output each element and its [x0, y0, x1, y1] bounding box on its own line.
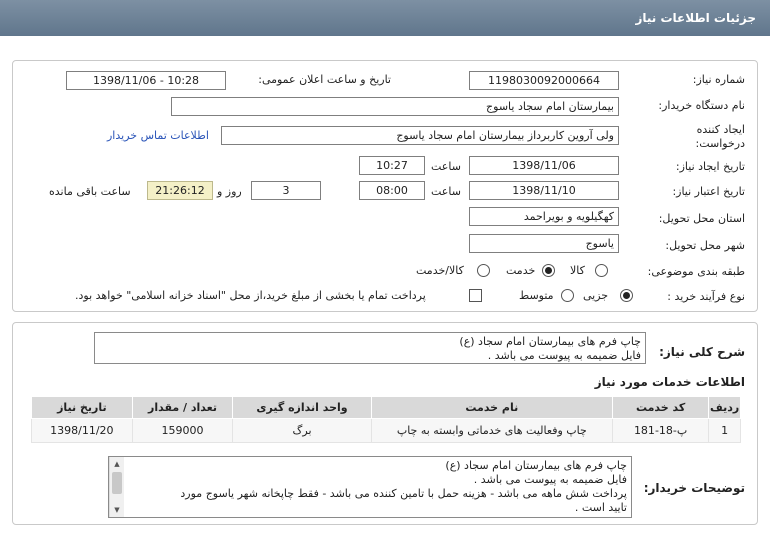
cell-quantity: 159000: [132, 419, 233, 443]
announce-datetime-label: تاریخ و ساعت اعلان عمومی:: [258, 73, 391, 86]
process-label: نوع فرآیند خرید :: [667, 290, 745, 303]
validity-time-field[interactable]: 08:00: [359, 181, 425, 200]
buyer-notes-line: چاپ فرم های بیمارستان امام سجاد (ع): [445, 459, 627, 472]
category-option-goods-service: کالا/خدمت: [416, 264, 464, 277]
summary-line: فایل ضمیمه به پیوست می باشد .: [487, 349, 641, 362]
need-details-panel: [12, 60, 758, 312]
need-number-label: شماره نیاز:: [692, 73, 745, 86]
buyer-notes-line: تایید است .: [574, 501, 627, 514]
page-title: جزئیات اطلاعات نیاز: [635, 11, 756, 25]
treasury-payment-checkbox[interactable]: [469, 289, 482, 302]
scroll-down-icon[interactable]: ▼: [114, 506, 120, 514]
process-radio-minor[interactable]: [620, 289, 633, 302]
col-unit: واحد اندازه گیری: [233, 397, 371, 419]
col-need-date: تاریخ نیاز: [32, 397, 133, 419]
summary-text-box: [94, 332, 646, 364]
buyer-notes-text-box: [108, 456, 632, 518]
process-option-minor: جزیی: [583, 289, 609, 302]
scroll-thumb[interactable]: [112, 472, 122, 494]
remaining-time-field: 21:26:12: [147, 181, 213, 200]
page-title-bar: [0, 0, 770, 36]
validity-date-label: تاریخ اعتبار نیاز:: [672, 185, 745, 198]
days-label: روز و: [217, 185, 242, 198]
process-option-medium: متوسط: [519, 289, 554, 302]
category-label: طبقه بندی موضوعی:: [647, 265, 745, 278]
category-radio-service[interactable]: [542, 264, 555, 277]
announce-datetime-field[interactable]: 1398/11/06 - 10:28: [66, 71, 226, 90]
col-row-number: ردیف: [709, 397, 741, 419]
cell-need-date: 1398/11/20: [32, 419, 133, 443]
cell-row-number: 1: [709, 419, 741, 443]
city-label: شهر محل تحویل:: [665, 239, 745, 252]
category-option-service: خدمت: [506, 264, 536, 277]
need-description-panel: [12, 322, 758, 525]
buyer-notes-line: پرداخت شش ماهه می باشد - هزینه حمل با تامین کننده می باشد - فقط چاپخانه شهر یاسوج مورد: [180, 487, 627, 500]
category-radio-goods[interactable]: [595, 264, 608, 277]
services-table: [31, 396, 741, 443]
scroll-up-icon[interactable]: ▲: [114, 460, 120, 468]
buyer-notes-label: توضیحات خریدار:: [643, 481, 745, 495]
table-row: [32, 419, 741, 443]
col-service-name: نام خدمت: [371, 397, 612, 419]
validity-date-field[interactable]: 1398/11/10: [469, 181, 619, 200]
creator-label-line2: درخواست:: [695, 137, 745, 150]
province-label: استان محل تحویل:: [658, 212, 745, 225]
buyer-notes-line: فایل ضمیمه به پیوست می باشد .: [473, 473, 627, 486]
col-quantity: تعداد / مقدار: [132, 397, 233, 419]
buyer-name-field[interactable]: بیمارستان امام سجاد یاسوج: [171, 97, 619, 116]
category-option-goods: کالا: [570, 264, 585, 277]
creator-label-line1: ایجاد کننده: [696, 123, 745, 136]
services-table-header: [32, 397, 741, 419]
summary-line: چاپ فرم های بیمارستان امام سجاد (ع): [459, 335, 641, 348]
summary-label: شرح کلی نیاز:: [659, 345, 745, 359]
buyer-contact-link[interactable]: اطلاعات تماس خریدار: [107, 129, 209, 142]
cell-service-name: چاپ وفعالیت های خدماتی وابسته به چاپ: [371, 419, 612, 443]
remaining-days-field[interactable]: 3: [251, 181, 321, 200]
treasury-payment-note: پرداخت تمام یا بخشی از مبلغ خرید،از محل "اسناد خزانه اسلامی" خواهد بود.: [75, 289, 426, 302]
created-time-field[interactable]: 10:27: [359, 156, 425, 175]
creator-field[interactable]: ولی آروین کاربرداز بیمارستان امام سجاد یاسوج: [221, 126, 619, 145]
created-date-label: تاریخ ایجاد نیاز:: [675, 160, 745, 173]
validity-time-label: ساعت: [431, 185, 461, 198]
buyer-notes-scrollbar[interactable]: [109, 457, 124, 517]
col-service-code: کد خدمت: [612, 397, 708, 419]
need-number-field[interactable]: 1198030092000664: [469, 71, 619, 90]
category-radio-goods-service[interactable]: [477, 264, 490, 277]
services-section-title: اطلاعات خدمات مورد نیاز: [594, 375, 745, 389]
buyer-name-label: نام دستگاه خریدار:: [658, 99, 745, 112]
remaining-time-label: ساعت باقی مانده: [49, 185, 131, 198]
province-field[interactable]: کهگیلویه و بویراحمد: [469, 207, 619, 226]
cell-service-code: پ-18-181: [612, 419, 708, 443]
created-date-field[interactable]: 1398/11/06: [469, 156, 619, 175]
process-radio-medium[interactable]: [561, 289, 574, 302]
city-field[interactable]: یاسوج: [469, 234, 619, 253]
cell-unit: برگ: [233, 419, 371, 443]
created-time-label: ساعت: [431, 160, 461, 173]
